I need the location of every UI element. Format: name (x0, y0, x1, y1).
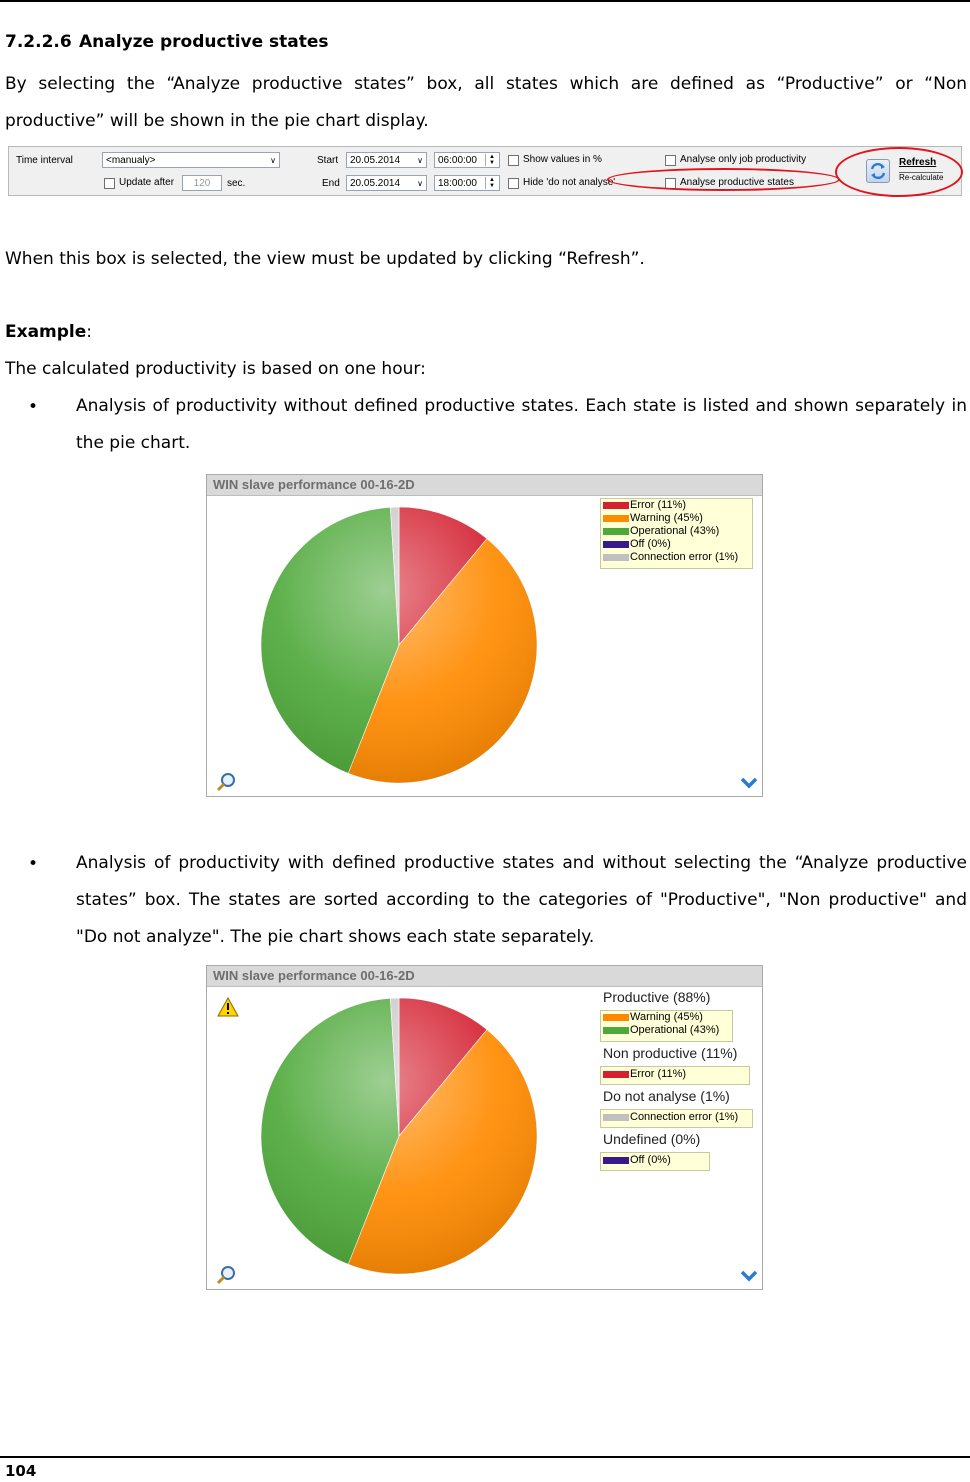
spinner-icon: ▲ ▼ (485, 177, 498, 189)
legend-item-warning (601, 512, 752, 525)
legend-item-off (601, 538, 752, 551)
bullet-1-text: Analysis of productivity without defined productive states. Each state is listed and shown separately in the pie chart. (76, 396, 967, 453)
legend-swatch (603, 554, 629, 561)
legend-swatch (603, 1114, 629, 1121)
hide-do-not-analyse-checkbox[interactable] (508, 178, 519, 189)
hide-do-not-analyse-label: Hide 'do not analyse' (523, 177, 616, 188)
chart-1-legend (600, 498, 753, 569)
analyse-only-job-label: Analyse only job productivity (680, 154, 807, 165)
top-rule (0, 0, 970, 2)
update-after-value: 120 (193, 178, 211, 189)
zoom-icon[interactable] (215, 772, 237, 794)
end-date-value: 20.05.2014 (350, 178, 401, 189)
highlight-ellipse-refresh (835, 147, 963, 197)
section-number: 7.2.2.6 (5, 32, 72, 52)
example-label: Example (5, 322, 87, 342)
legend-item-warning (601, 1011, 732, 1024)
end-time-value: 18:00:00 (438, 178, 477, 189)
start-time-value: 06:00:00 (438, 155, 477, 166)
legend-label: Warning (45%) (630, 512, 703, 524)
legend-swatch (603, 1014, 629, 1021)
legend-swatch (603, 1071, 629, 1078)
analyse-only-job-checkbox[interactable] (665, 155, 676, 166)
after-toolbar-paragraph: When this box is selected, the view must be updated by clicking “Refresh”. (5, 249, 645, 269)
time-interval-value: <manualy> (106, 155, 156, 166)
chart-2-title: WIN slave performance 00-16-2D (207, 966, 762, 987)
legend-do-not-analyse (600, 1109, 753, 1128)
legend-item-error (601, 1068, 749, 1081)
chevron-down-icon: ∨ (417, 179, 423, 188)
chevron-down-icon: ∨ (270, 156, 276, 165)
legend-swatch (603, 528, 629, 535)
page-number: 104 (5, 1462, 37, 1480)
legend-productive (600, 1010, 733, 1042)
time-interval-select[interactable] (102, 152, 280, 168)
update-after-label: Update after (119, 177, 175, 188)
legend-item-off (601, 1154, 709, 1167)
legend-swatch (603, 541, 629, 548)
warning-icon (217, 997, 239, 1017)
example-colon: : (86, 322, 93, 342)
chart-1-title: WIN slave performance 00-16-2D (207, 475, 762, 496)
start-label: Start (317, 155, 339, 166)
legend-label: Operational (43%) (630, 525, 720, 537)
legend-item-operational (601, 525, 752, 538)
group-non-productive: Non productive (11%) (603, 1045, 738, 1061)
start-date-picker[interactable] (346, 152, 427, 168)
chevron-down-icon[interactable] (739, 775, 759, 791)
legend-swatch (603, 1027, 629, 1034)
legend-swatch (603, 502, 629, 509)
refresh-button[interactable]: Refresh (899, 157, 937, 168)
example-heading (5, 314, 967, 351)
end-time-input[interactable] (434, 175, 500, 191)
legend-item-operational (601, 1024, 732, 1037)
bullet-marker: • (28, 854, 39, 874)
intro-paragraph: By selecting the “Analyze productive states” box, all states which are defined as “Productive” or “Non productive” will be shown in the pie chart display. (5, 74, 967, 131)
start-date-value: 20.05.2014 (350, 155, 401, 166)
legend-label: Connection error (1%) (630, 1111, 739, 1123)
chevron-down-icon[interactable] (739, 1268, 759, 1284)
productivity-toolbar (8, 146, 962, 196)
legend-undefined (600, 1152, 710, 1171)
sec-label: sec. (227, 178, 246, 189)
legend-label: Off (0%) (630, 538, 671, 550)
show-values-pct-label: Show values in % (523, 154, 602, 165)
chart-panel-2 (206, 965, 763, 1290)
show-values-pct-checkbox[interactable] (508, 155, 519, 166)
analyse-productive-label: Analyse productive states (680, 177, 794, 188)
update-after-checkbox[interactable] (104, 178, 115, 189)
legend-item-connection-error (601, 1111, 752, 1124)
bullet-marker: • (28, 397, 39, 417)
chart-panel-1 (206, 474, 763, 797)
legend-label: Connection error (1%) (630, 551, 739, 563)
legend-swatch (603, 515, 629, 522)
group-do-not-analyse: Do not analyse (1%) (603, 1088, 730, 1104)
highlight-ellipse-checkbox (607, 168, 840, 191)
chevron-down-icon: ∨ (417, 156, 423, 165)
example-paragraph: The calculated productivity is based on one hour: (5, 359, 426, 379)
start-time-input[interactable] (434, 152, 500, 168)
recalculate-button[interactable]: Re-calculate (899, 173, 944, 182)
pie-shading (261, 507, 537, 783)
pie-chart-2 (257, 994, 541, 1278)
zoom-icon[interactable] (215, 1265, 237, 1287)
pie-shading (261, 998, 537, 1274)
spinner-icon: ▲ ▼ (485, 154, 498, 166)
group-productive: Productive (88%) (603, 989, 711, 1005)
legend-label: Operational (43%) (630, 1024, 720, 1036)
legend-label: Error (11%) (630, 1068, 687, 1080)
group-undefined: Undefined (0%) (603, 1131, 701, 1147)
legend-label: Warning (45%) (630, 1011, 703, 1023)
end-label: End (322, 178, 340, 189)
end-date-picker[interactable] (346, 175, 427, 191)
section-title: Analyze productive states (79, 32, 329, 52)
legend-swatch (603, 1157, 629, 1164)
legend-label: Off (0%) (630, 1154, 671, 1166)
bullet-2-text: Analysis of productivity with defined productive states and without selecting the “Analyze productive states” box. The states are sorted according to the categories of "Productive", "Non productive" and "Do not analyze". The pie chart shows each state separately. (76, 853, 967, 947)
pie-chart-1 (257, 503, 541, 787)
legend-label: Error (11%) (630, 499, 687, 511)
legend-item-connection-error (601, 551, 752, 564)
section-heading (5, 32, 329, 52)
legend-non-productive (600, 1066, 750, 1085)
legend-item-error (601, 499, 752, 512)
time-interval-label: Time interval (16, 155, 73, 166)
bottom-rule (0, 1456, 970, 1458)
update-after-input[interactable] (182, 175, 222, 191)
